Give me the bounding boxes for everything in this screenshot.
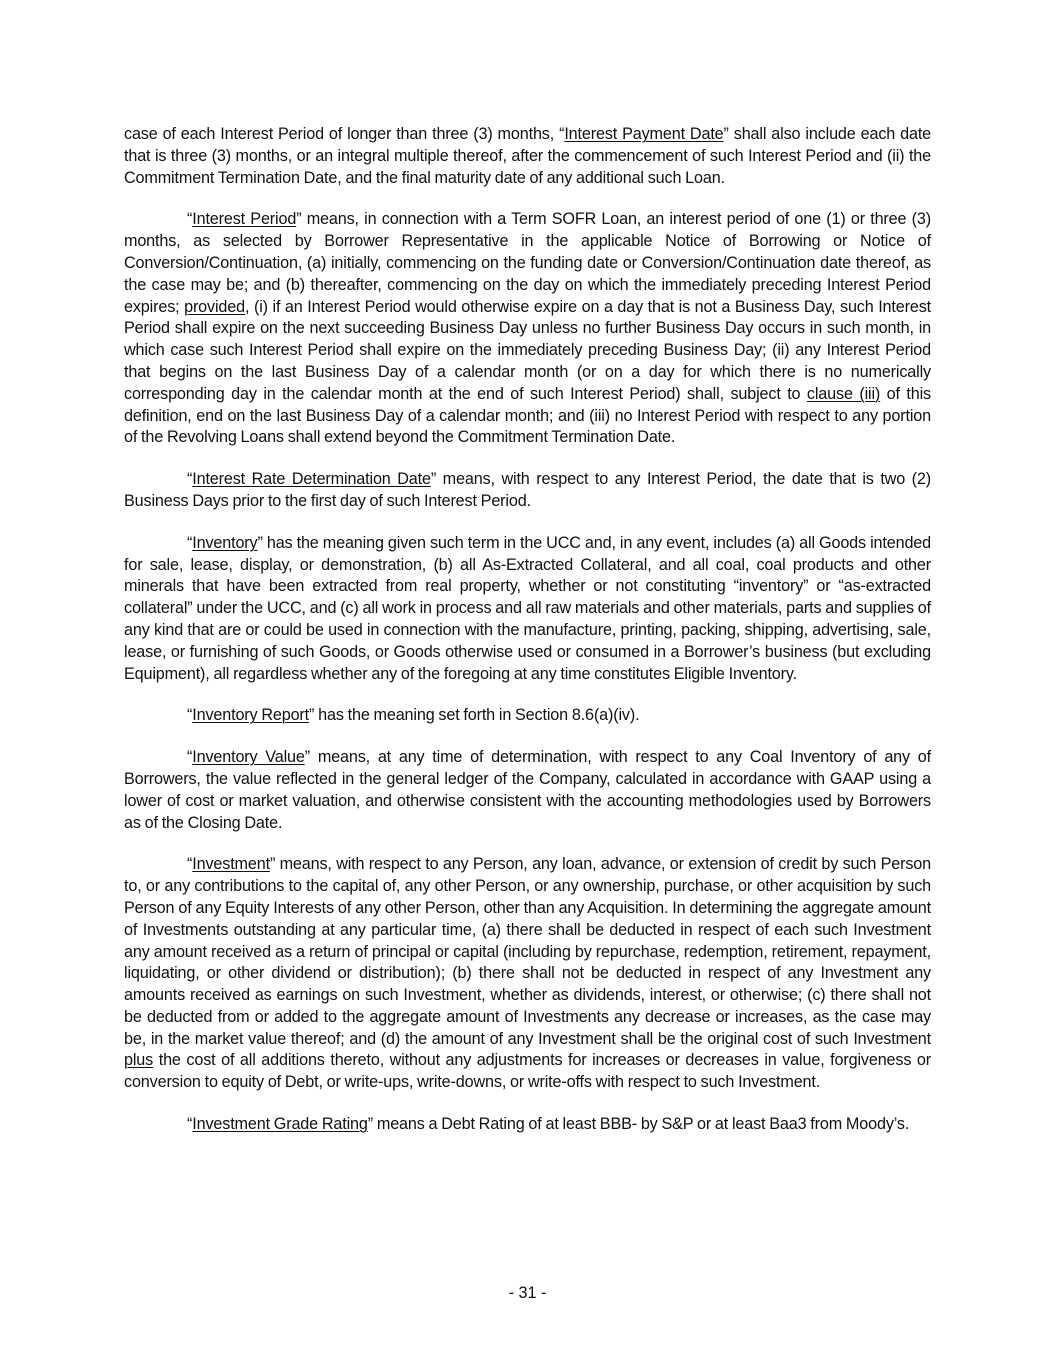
defined-term: Interest Payment Date bbox=[564, 125, 724, 143]
text-run: , (i) if an Interest Period would otherwise expire on a day that is not a Business Day, such Interest Period shall expire on the next succeeding Business Day unless no further Business Day occurs in such month, in which case such Interest Period shall expire on the immediately preceding Business Day; (ii) any Interest Period that begins on the last Business Day of a calendar month (or on a day for which there is no numerically corresponding day in the calendar month at the end of such Interest Period) shall, subject to bbox=[124, 297, 931, 403]
document-body bbox=[124, 124, 931, 1156]
underlined-word: plus bbox=[124, 1051, 154, 1070]
text-run: “ bbox=[187, 470, 193, 489]
text-run: ” means, with respect to any Interest Period, the date that is two (2) Business Days prior to the first day of such Interest Period. bbox=[124, 470, 931, 510]
text-run: ” means, at any time of determination, with respect to any Coal Inventory of any of Borrowers, the value reflected in the general ledger of the Company, calculated in accordance with GAAP using a lower of cost or market valuation, and otherwise consistent with the accounting methodologies used by Borrowers as of the Closing Date. bbox=[124, 748, 932, 832]
defined-term: Interest Period bbox=[192, 210, 297, 229]
clause-reference: clause (iii) bbox=[806, 384, 881, 403]
defined-term: Interest Rate Determination Date bbox=[192, 470, 431, 489]
text-run: “ bbox=[187, 706, 193, 725]
text-run: of this definition, end on the last Business Day of a calendar month; and (iii) no Interest Period with respect to any portion of the Revolving Loans shall extend beyond the Commitment Termination Date. bbox=[124, 384, 931, 447]
paragraph-interest-payment-date-cont bbox=[124, 124, 931, 189]
text-run: ” shall also include each date that is three (3) months, or an integral multiple thereof, after the commencement of such Interest Period and (ii) the Commitment Termination Date, and the final maturity date of any additional such Loan. bbox=[124, 125, 932, 187]
text-run: “ bbox=[187, 855, 193, 874]
text-run: “ bbox=[187, 748, 193, 767]
paragraph-inventory-value bbox=[124, 747, 931, 834]
paragraph-interest-period bbox=[124, 209, 931, 449]
paragraph-inventory-report bbox=[124, 705, 931, 727]
defined-term: Inventory Value bbox=[192, 748, 305, 767]
text-run: “ bbox=[187, 210, 193, 229]
paragraph-inventory bbox=[124, 533, 931, 686]
underlined-word: provided bbox=[184, 297, 245, 316]
defined-term: Inventory bbox=[192, 533, 258, 552]
defined-term: Inventory Report bbox=[192, 706, 310, 725]
defined-term: Investment Grade Rating bbox=[192, 1115, 368, 1134]
paragraph-interest-rate-determination-date bbox=[124, 469, 931, 513]
paragraph-investment-grade-rating bbox=[124, 1114, 931, 1136]
defined-term: Investment bbox=[192, 855, 270, 874]
text-run: ” means, in connection with a Term SOFR Loan, an interest period of one (1) or three (3) months, as selected by Borrower Representative in the applicable Notice of Borrowing or Notice of Conversion/Continuation, (a) initially, commencing on the funding date or Conversion/Continuation date thereof, as the case may be; and (b) thereafter, commencing on the day on which the immediately preceding Interest Period expires; bbox=[124, 210, 931, 316]
text-run: “ bbox=[187, 1115, 193, 1134]
text-run: the cost of all additions thereto, without any adjustments for increases or decreases in value, forgiveness or conversion to equity of Debt, or write-ups, write-downs, or write-offs with respect to such Investment. bbox=[124, 1051, 931, 1092]
page-number: - 31 - bbox=[508, 1284, 547, 1302]
text-run: ” has the meaning given such term in the UCC and, in any event, includes (a) all Goods intended for sale, lease, display, or demonstration, (b) all As-Extracted Collateral, and all coal, coal products and other minerals that have been extracted from real property, whether or not constituting “inventory” or “as-extracted collateral” under the UCC, and (c) all work in process and all raw materials and other materials, parts and supplies of any kind that are or could be used in connection with the manufacture, printing, packing, shipping, advertising, sale, lease, or furnishing of such Goods, or Goods otherwise used or consumed in a Borrower’s business (but excluding Equipment), all regardless whether any of the foregoing at any time constitutes Eligible Inventory. bbox=[124, 533, 931, 683]
text-run: case of each Interest Period of longer than three (3) months, “ bbox=[124, 125, 565, 143]
text-run: “ bbox=[187, 533, 193, 552]
paragraph-investment bbox=[124, 854, 931, 1094]
text-run: ” has the meaning set forth in Section 8.6(a)(iv). bbox=[309, 706, 640, 725]
text-run: ” means, with respect to any Person, any loan, advance, or extension of credit by such Person to, or any contributions to the capital of, any other Person, or any ownership, purchase, or other acquisition by such Person of any Equity Interests of any other Person, other than any Acquisition. In determining the aggregate amount of Investments outstanding at any particular time, (a) there shall be deducted in respect of each such Investment any amount received as a return of principal or capital (including by repurchase, redemption, retirement, repayment, liquidating, or other dividend or distribution); (b) there shall not be deducted in respect of any Investment any amounts received as earnings on such Investment, whether as dividends, interest, or otherwise; (c) there shall not be deducted from or added to the aggregate amount of Investments any decrease or increases, as the case may be, in the market value thereof; and (d) the amount of any Investment shall be the original cost of such Investment bbox=[124, 855, 931, 1048]
text-run: ” means a Debt Rating of at least BBB- by S&P or at least Baa3 from Moody’s. bbox=[367, 1115, 910, 1134]
